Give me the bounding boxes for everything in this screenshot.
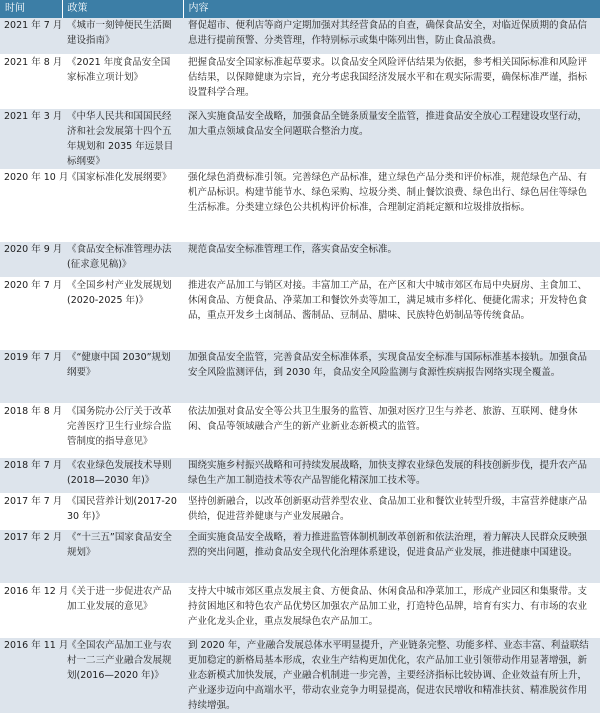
content-cell: 依法加强对食品安全等公共卫生服务的监管、加强对医疗卫生与养老、旅游、互联网、健身休闲、食品等领域融合产生的新产业新业态新模式的监管。 <box>183 403 600 457</box>
time-cell: 2021 年 7 月 <box>0 18 62 54</box>
policy-cell: 《“健康中国 2030”规划纲要》 <box>62 349 183 403</box>
time-cell: 2020 年 7 月 <box>0 277 62 349</box>
policy-cell: 《全国乡村产业发展规划(2020-2025 年)》 <box>62 277 183 349</box>
content-cell: 到 2020 年，产业融合发展总体水平明显提升，产业链条完整、功能多样、业态丰富、利益联结更加稳定的新格局基本形成，农业生产结构更加优化，农产品加工业引领带动作用显著增强，新业态新模式加快发展，产业融合机制进一步完善，主要经济指标比较协调、企业效益有所上升，产业逐步迈向中高端水平，带动农业竞争力明显提高，促进农民增收和精准扶贫、精准脱贫作用持续增强。 <box>183 637 600 713</box>
header-content: 内容 <box>183 0 600 18</box>
table-row <box>0 18 600 54</box>
table-row <box>0 108 600 169</box>
table-row <box>0 277 600 349</box>
content-cell: 加强食品安全监管，完善食品安全标准体系，实现食品安全标准与国际标准基本接轨。加强食品安全风险监测评估，到 2030 年，食品安全风险监测与食源性疾病报告网络实现全覆盖。 <box>183 349 600 403</box>
policy-cell: 《“十三五”国家食品安全规划》 <box>62 529 183 583</box>
policy-cell: 《2021 年度食品安全国家标准立项计划》 <box>62 54 183 108</box>
table-row <box>0 169 600 241</box>
header-policy: 政策 <box>62 0 183 18</box>
table-row <box>0 529 600 583</box>
content-cell: 规范食品安全标准管理工作，落实食品安全标准。 <box>183 241 600 277</box>
time-cell: 2020 年 10 月 <box>0 169 62 241</box>
policy-cell: 《全国农产品加工业与农村一二三产业融合发展规划(2016—2020 年)》 <box>62 637 183 713</box>
content-cell: 坚持创新融合，以改革创新驱动营养型农业、食品加工业和餐饮业转型升级，丰富营养健康产品供给，促进营养健康与产业发展融合。 <box>183 493 600 529</box>
table-row <box>0 583 600 637</box>
header-row <box>0 0 600 18</box>
content-cell: 推进农产品加工与销区对接。丰富加工产品，在产区和大中城市郊区布局中央厨房、主食加工、休闲食品、方便食品、净菜加工和餐饮外卖等加工，满足城市多样化、便捷化需求；开发特色食品，重点开发乡土卤制品、酱制品、豆制品、腊味、民族特色奶制品等传统食品。 <box>183 277 600 349</box>
table-row <box>0 54 600 108</box>
table-row <box>0 457 600 493</box>
policy-cell: 《国民营养计划(2017-2030 年)》 <box>62 493 183 529</box>
policy-cell: 《食品安全标准管理办法(征求意见稿)》 <box>62 241 183 277</box>
content-cell: 强化绿色消费标准引领。完善绿色产品标准，建立绿色产品分类和评价标准，规范绿色产品、有机产品标识。构建节能节水、绿色采购、垃圾分类、制止餐饮浪费、绿色出行、绿色居住等绿色生活标准。分类建立绿色公共机构评价标准，合理制定消耗定额和垃圾排放指标。 <box>183 169 600 241</box>
policy-cell: 《关于进一步促进农产品加工业发展的意见》 <box>62 583 183 637</box>
table-row <box>0 349 600 403</box>
header-time: 时间 <box>0 0 62 18</box>
content-cell: 深入实施食品安全战略，加强食品全链条质量安全监管，推进食品安全放心工程建设攻坚行动，加大重点领域食品安全问题联合整治力度。 <box>183 108 600 169</box>
policy-cell: 《国家标准化发展纲要》 <box>62 169 183 241</box>
time-cell: 2020 年 9 月 <box>0 241 62 277</box>
table-row <box>0 241 600 277</box>
time-cell: 2017 年 2 月 <box>0 529 62 583</box>
time-cell: 2021 年 3 月 <box>0 108 62 169</box>
time-cell: 2017 年 7 月 <box>0 493 62 529</box>
time-cell: 2016 年 12 月 <box>0 583 62 637</box>
content-cell: 全面实施食品安全战略，着力推进监管体制机制改革创新和依法治理，着力解决人民群众反映强烈的突出问题，推动食品安全现代化治理体系建设，促进食品产业发展，推进健康中国建设。 <box>183 529 600 583</box>
time-cell: 2018 年 7 月 <box>0 457 62 493</box>
table-row <box>0 493 600 529</box>
content-cell: 把握食品安全国家标准起草要求。以食品安全风险评估结果为依据，参考相关国际标准和风险评估结果，以保障健康为宗旨，充分考虑我国经济发展水平和在观实际需要，确保标准严谨，指标设置科学合理。 <box>183 54 600 108</box>
content-cell: 支持大中城市郊区重点发展主食、方便食品、休闲食品和净菜加工，形成产业园区和集聚带。支持贫困地区和特色农产品优势区加强农产品加工业，打造特色品牌，培育有实力、有市场的农业产业化龙头企业，重点发展绿色农产品加工。 <box>183 583 600 637</box>
time-cell: 2018 年 8 月 <box>0 403 62 457</box>
table-row <box>0 637 600 713</box>
policy-cell: 《城市一刻钟便民生活圈建设指南》 <box>62 18 183 54</box>
table-row <box>0 403 600 457</box>
policy-cell: 《中华人民共和国国民经济和社会发展第十四个五年规划和 2035 年远景目标纲要》 <box>62 108 183 169</box>
policy-cell: 《农业绿色发展技术导则(2018—2030 年)》 <box>62 457 183 493</box>
time-cell: 2019 年 7 月 <box>0 349 62 403</box>
policy-cell: 《国务院办公厅关于改革完善医疗卫生行业综合监管制度的指导意见》 <box>62 403 183 457</box>
content-cell: 围绕实施乡村振兴战略和可持续发展战略，加快支撑农业绿色发展的科技创新步伐，提升农产品绿色生产加工制造技术等农产品智能化精深加工技术等。 <box>183 457 600 493</box>
time-cell: 2016 年 11 月 <box>0 637 62 713</box>
content-cell: 督促超市、便利店等商户定期加强对其经营食品的自查，确保食品安全，对临近保质期的食品信息进行提前预警、分类管理，作特别标示或集中陈列出售，防止食品浪费。 <box>183 18 600 54</box>
time-cell: 2021 年 8 月 <box>0 54 62 108</box>
